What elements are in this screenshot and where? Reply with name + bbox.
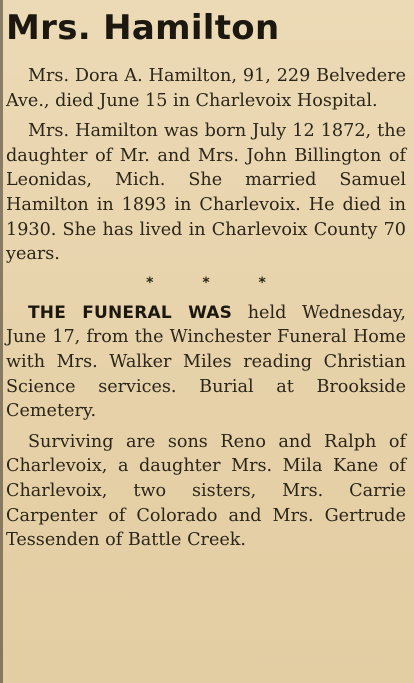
biography-paragraph: Mrs. Hamilton was born July 12 1872, the daughter of Mr. and Mrs. John Billington of Leonidas, Mich. She married Samuel Hamilton in 1893 in Charlevoix. He died in 1930. She has lived in Charlevoix County 70 years. [6,121,406,265]
column-rule [0,0,3,683]
funeral-paragraph [6,301,406,424]
funeral-details: held Wednesday, June 17, from the Winchester Funeral Home with Mrs. Walker Miles reading Christian Science services. Burial at Brookside Cemetery. [6,302,407,422]
section-separator: * * * [146,274,288,291]
obituary-headline: Mrs. Hamilton [6,8,280,48]
funeral-lead-in: THE FUNERAL WAS [28,302,233,323]
death-notice-paragraph: Mrs. Dora A. Hamilton, 91, 229 Belvedere Ave., died June 15 in Charlevoix Hospital. [6,66,406,111]
obituary-body [6,64,406,559]
survivors-paragraph: Surviving are sons Reno and Ralph of Charlevoix, a daughter Mrs. Mila Kane of Charlevoix, two sisters, Mrs. Carrie Carpenter of Colorado and Mrs. Gertrude Tessenden of Battle Creek. [6,431,406,551]
